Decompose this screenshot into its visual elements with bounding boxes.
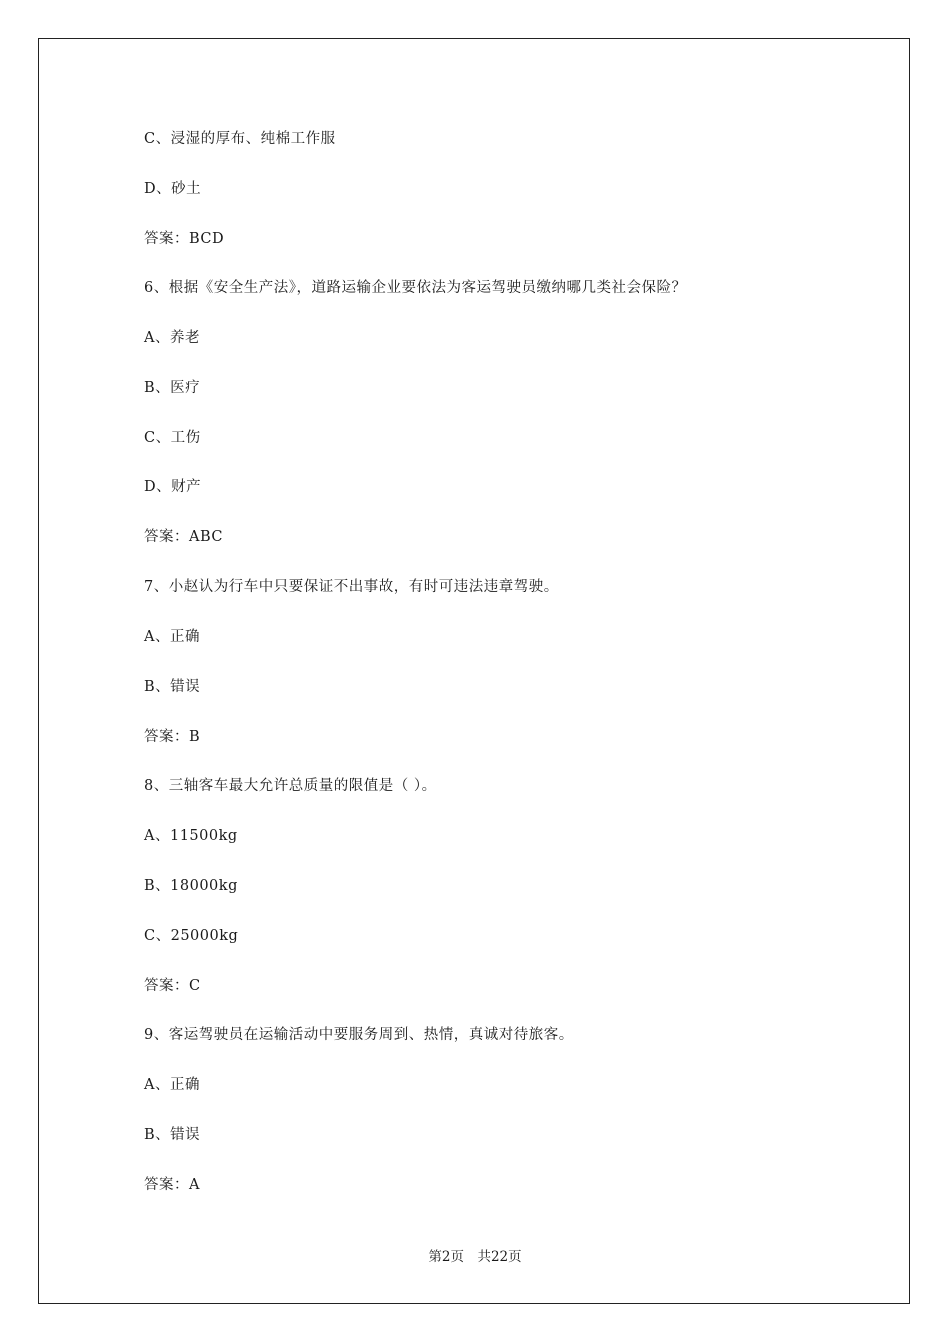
question-8: 8、三轴客车最大允许总质量的限值是（ ）。 — [144, 778, 437, 794]
option-b-q7: B、错误 — [144, 679, 201, 695]
answer-q7: 答案：B — [144, 729, 201, 745]
option-b-q9: B、错误 — [144, 1127, 201, 1143]
option-a-q8: A、11500kg — [144, 828, 238, 844]
option-a-q6: A、养老 — [144, 330, 200, 346]
option-b-q6: B、医疗 — [144, 380, 201, 396]
question-6: 6、根据《安全生产法》，道路运输企业要依法为客运驾驶员缴纳哪几类社会保险？ — [144, 280, 687, 296]
answer-q8: 答案：C — [144, 978, 201, 994]
question-9: 9、客运驾驶员在运输活动中要服务周到、热情，真诚对待旅客。 — [144, 1027, 574, 1043]
answer-q6: 答案：ABC — [144, 529, 223, 545]
option-d-q5: D、砂土 — [144, 181, 202, 197]
option-a-q7: A、正确 — [144, 629, 200, 645]
answer-q5: 答案：BCD — [144, 231, 225, 247]
option-d-q6: D、财产 — [144, 479, 202, 495]
answer-q9: 答案：A — [144, 1177, 200, 1193]
question-7: 7、小赵认为行车中只要保证不出事故，有时可违法违章驾驶。 — [144, 579, 559, 595]
page-number: 第2页 共22页 — [428, 1249, 522, 1265]
option-c-q8: C、25000kg — [144, 928, 239, 944]
option-b-q8: B、18000kg — [144, 878, 238, 894]
option-a-q9: A、正确 — [144, 1077, 200, 1093]
page-border — [38, 38, 910, 1304]
option-c-q5: C、浸湿的厚布、纯棉工作服 — [144, 131, 336, 147]
option-c-q6: C、工伤 — [144, 430, 201, 446]
